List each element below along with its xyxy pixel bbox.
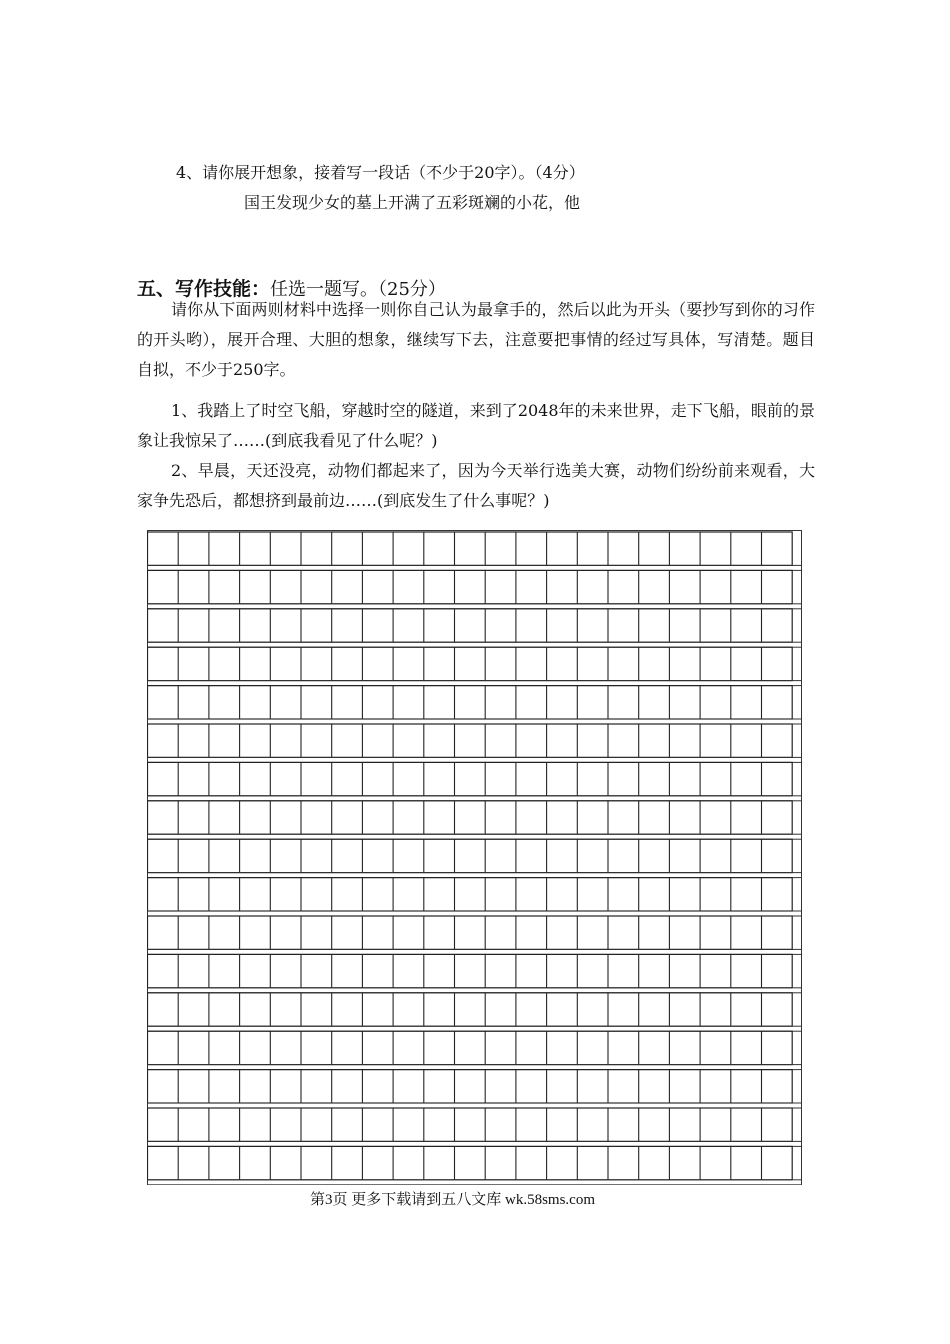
grid-row — [148, 1146, 793, 1179]
page-footer: 第3页 更多下载请到五八文库 wk.58sms.com — [310, 1192, 596, 1208]
grid-row-spacer — [148, 565, 802, 570]
grid-row-spacer — [148, 1026, 802, 1031]
composition-grid — [147, 530, 807, 1185]
grid-row-spacer — [148, 988, 802, 993]
grid-row — [148, 1108, 793, 1141]
grid-row — [148, 993, 793, 1026]
section-5-subtitle: 任选一题写。（25分） — [270, 279, 446, 300]
grid-row — [148, 609, 793, 642]
grid-row — [148, 724, 793, 757]
grid-row — [148, 532, 793, 565]
grid-row-spacer — [148, 873, 802, 878]
grid-row-spacer — [148, 1065, 802, 1070]
grid-row — [148, 762, 793, 795]
grid-row-spacer — [148, 834, 802, 839]
grid-outer-border — [148, 531, 802, 1186]
question-4-starter-text: 国王发现少女的墓上开满了五彩斑斓的小花，他 — [244, 193, 581, 212]
grid-row-spacer — [148, 604, 802, 609]
grid-row-spacer — [148, 796, 802, 801]
grid-row-spacer — [148, 1180, 802, 1185]
grid-row-spacer — [148, 642, 802, 647]
grid-row — [148, 839, 793, 872]
grid-row-spacer — [148, 681, 802, 686]
grid-row-spacer — [148, 949, 802, 954]
grid-row-spacer — [148, 1141, 802, 1146]
grid-row — [148, 1031, 793, 1064]
section-5-heading: 五、写作技能： — [137, 278, 271, 300]
grid-row — [148, 647, 793, 680]
writing-instructions: 请你从下面两则材料中选择一则你自己认为最拿手的，然后以此为开头（要抄写到你的习作的开头哟），展开合理、大胆的想象，继续写下去，注意要把事情的经过写具体，写清楚。题目自拟，不少于250字。 — [137, 300, 815, 379]
grid-row-spacer — [148, 719, 802, 724]
grid-row-spacer — [148, 911, 802, 916]
grid-row — [148, 878, 793, 911]
question-4-prompt: 4、请你展开想象，接着写一段话（不少于20字）。（4分） — [176, 163, 585, 182]
writing-option-2: 2、早晨，天还没亮，动物们都起来了，因为今天举行选美大赛，动物们纷纷前来观看，大家争先恐后，都想挤到最前边……(到底发生了什么事呢？) — [137, 461, 815, 510]
grid-row — [148, 916, 793, 949]
grid-row — [148, 1070, 793, 1103]
grid-row-spacer — [148, 1103, 802, 1108]
grid-row — [148, 801, 793, 834]
writing-option-1: 1、我踏上了时空飞船，穿越时空的隧道，来到了2048年的未来世界，走下飞船，眼前的景象让我惊呆了……(到底我看见了什么呢？) — [137, 401, 815, 450]
grid-row — [148, 954, 793, 987]
grid-row — [148, 570, 793, 603]
grid-row — [148, 686, 793, 719]
grid-row-spacer — [148, 757, 802, 762]
